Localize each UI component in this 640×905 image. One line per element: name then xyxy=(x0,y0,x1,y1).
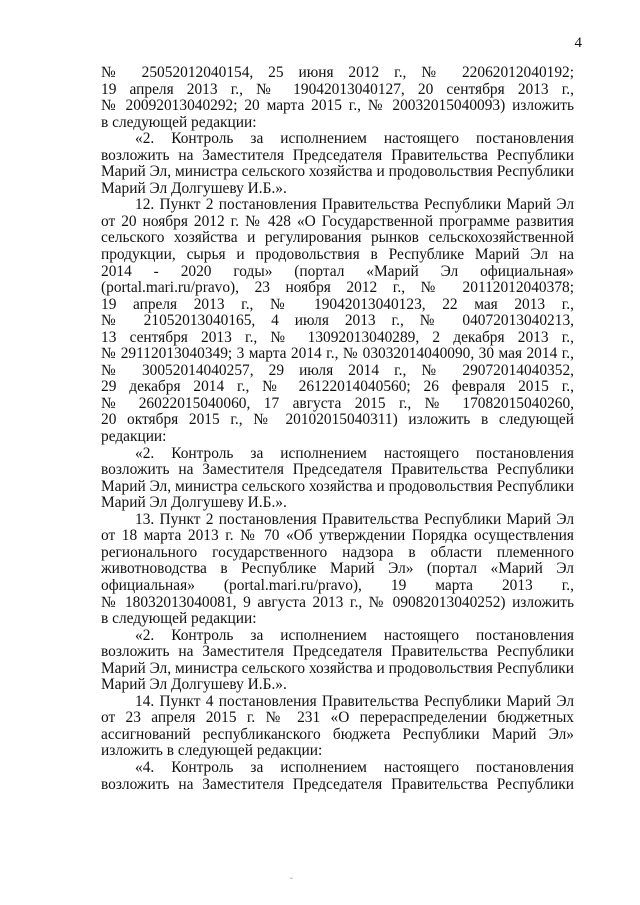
text-line: 14. Пункт 4 постановления Правительства Республики Марий Эл xyxy=(135,693,574,710)
text-line: «2. Контроль за исполнением настоящего постановления xyxy=(135,445,574,462)
text-line: в следующей редакции: xyxy=(101,611,257,628)
text-line: № 30052014040257, 29 июля 2014 г., № 29072014040352, xyxy=(101,362,574,379)
text-line: сельского хозяйства и регулирования рынков сельскохозяйственной xyxy=(101,230,574,247)
text-line: 13. Пункт 2 постановления Правительства Республики Марий Эл xyxy=(135,511,574,528)
text-line: возложить на Заместителя Председателя Правительства Республики xyxy=(101,462,574,479)
text-line: 19 апреля 2013 г., № 19042013040127, 20 сентября 2013 г., xyxy=(101,81,574,98)
text-line: Марий Эл Долгушеву И.Б.». xyxy=(101,180,287,197)
text-line: № 18032013040081, 9 августа 2013 г., № 09082013040252) изложить xyxy=(101,594,574,611)
text-line: возложить на Заместителя Председателя Правительства Республики xyxy=(101,644,574,661)
text-line: «2. Контроль за исполнением настоящего постановления xyxy=(135,627,574,644)
text-line: продукции, сырья и продовольствия в Республике Марий Эл на xyxy=(101,247,574,264)
text-line: регионального государственного надзора в области племенного xyxy=(101,544,574,561)
text-line: 29 декабря 2014 г., № 26122014040560; 26 февраля 2015 г., xyxy=(101,379,574,396)
text-line: 12. Пункт 2 постановления Правительства Республики Марий Эл xyxy=(135,197,574,214)
text-line: Марий Эл Долгушеву И.Б.». xyxy=(101,677,287,694)
text-line: № 21052013040165, 4 июля 2013 г., № 04072013040213, xyxy=(101,313,574,330)
footer-mark: ˇ xyxy=(290,876,293,886)
text-line: «2. Контроль за исполнением настоящего постановления xyxy=(135,131,574,148)
text-line: «4. Контроль за исполнением настоящего постановления xyxy=(135,759,574,776)
text-line: 20 октября 2015 г., № 20102015040311) изложить в следующей xyxy=(101,412,574,429)
text-line: от 18 марта 2013 г. № 70 «Об утверждении Порядка осуществления xyxy=(101,528,574,545)
text-line: возложить на Заместителя Председателя Правительства Республики xyxy=(101,776,574,793)
text-line: № 26022015040060, 17 августа 2015 г., № 17082015040260, xyxy=(101,395,574,412)
text-line: Марий Эл, министра сельского хозяйства и продовольствия Республики xyxy=(101,164,574,181)
text-line: 2014 - 2020 годы» (портал «Марий Эл официальная» xyxy=(101,263,574,280)
text-line: в следующей редакции: xyxy=(101,114,257,131)
text-line: Марий Эл, министра сельского хозяйства и продовольствия Республики xyxy=(101,478,574,495)
document-body xyxy=(101,65,574,793)
text-line: официальная» (portal.mari.ru/pravo), 19 марта 2013 г., xyxy=(101,577,574,594)
text-line: 13 сентября 2013 г., № 13092013040289, 2 декабря 2013 г., xyxy=(101,329,574,346)
text-line: изложить в следующей редакции: xyxy=(101,743,323,760)
text-line: (portal.mari.ru/pravo), 23 ноября 2012 г., № 20112012040378; xyxy=(101,280,574,297)
text-line: от 23 апреля 2015 г. № 231 «О перераспределении бюджетных xyxy=(101,710,574,727)
text-line: Марий Эл, министра сельского хозяйства и продовольствия Республики xyxy=(101,660,574,677)
text-line: № 20092013040292; 20 марта 2015 г., № 20032015040093) изложить xyxy=(101,98,574,115)
text-line: животноводства в Республике Марий Эл» (портал «Марий Эл xyxy=(101,561,574,578)
text-line: ассигнований республиканского бюджета Республики Марий Эл» xyxy=(101,726,574,743)
text-line: возложить на Заместителя Председателя Правительства Республики xyxy=(101,147,574,164)
page-number: 4 xyxy=(574,35,582,51)
text-line: от 20 ноября 2012 г. № 428 «О Государственной программе развития xyxy=(101,213,574,230)
text-line: № 25052012040154, 25 июня 2012 г., № 22062012040192; xyxy=(101,65,574,81)
text-line: 19 апреля 2013 г., № 19042013040123, 22 мая 2013 г., xyxy=(101,296,574,313)
text-line: Марий Эл Долгушеву И.Б.». xyxy=(101,495,287,512)
text-line: № 29112013040349; 3 марта 2014 г., № 03032014040090, 30 мая 2014 г., xyxy=(101,346,574,363)
text-line: редакции: xyxy=(101,429,167,446)
